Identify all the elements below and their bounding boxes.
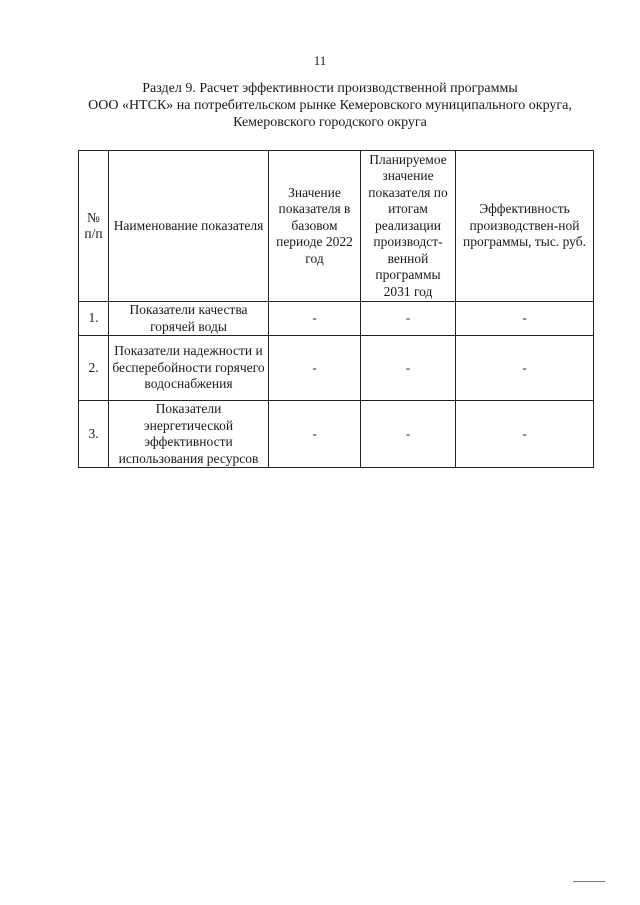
heading-line-1: Раздел 9. Расчет эффективности производственной программы bbox=[142, 81, 518, 96]
header-number: № п/п bbox=[79, 151, 109, 302]
efficiency-value: - bbox=[456, 401, 594, 468]
header-efficiency: Эффективность производствен-ной программы, тыс. руб. bbox=[456, 151, 594, 302]
row-number: 2. bbox=[79, 336, 109, 401]
page-number: 11 bbox=[313, 53, 327, 68]
footer-rule bbox=[573, 881, 605, 882]
header-planned-value: Планируемое значение показателя по итогам реализации производст-венной программы 2031 год bbox=[361, 151, 456, 302]
row-number: 3. bbox=[79, 401, 109, 468]
efficiency-table bbox=[78, 150, 594, 468]
table-row bbox=[79, 336, 594, 401]
table-header-row bbox=[79, 151, 594, 302]
planned-value: - bbox=[361, 302, 456, 336]
efficiency-value: - bbox=[456, 302, 594, 336]
header-base-value: Значение показателя в базовом периоде 2022 год bbox=[269, 151, 361, 302]
table-row bbox=[79, 302, 594, 336]
planned-value: - bbox=[361, 401, 456, 468]
indicator-name: Показатели надежности и бесперебойности горячего водоснабжения bbox=[109, 336, 269, 401]
indicator-name: Показатели качества горячей воды bbox=[109, 302, 269, 336]
heading-line-2: ООО «НТСК» на потребительском рынке Кемеровского муниципального округа, bbox=[88, 98, 572, 113]
heading-line-3: Кемеровского городского округа bbox=[233, 115, 427, 130]
base-value: - bbox=[269, 336, 361, 401]
base-value: - bbox=[269, 302, 361, 336]
planned-value: - bbox=[361, 336, 456, 401]
indicator-name: Показатели энергетической эффективности использования ресурсов bbox=[109, 401, 269, 468]
header-indicator-name: Наименование показателя bbox=[109, 151, 269, 302]
efficiency-value: - bbox=[456, 336, 594, 401]
table-row bbox=[79, 401, 594, 468]
base-value: - bbox=[269, 401, 361, 468]
section-heading bbox=[60, 80, 600, 131]
row-number: 1. bbox=[79, 302, 109, 336]
